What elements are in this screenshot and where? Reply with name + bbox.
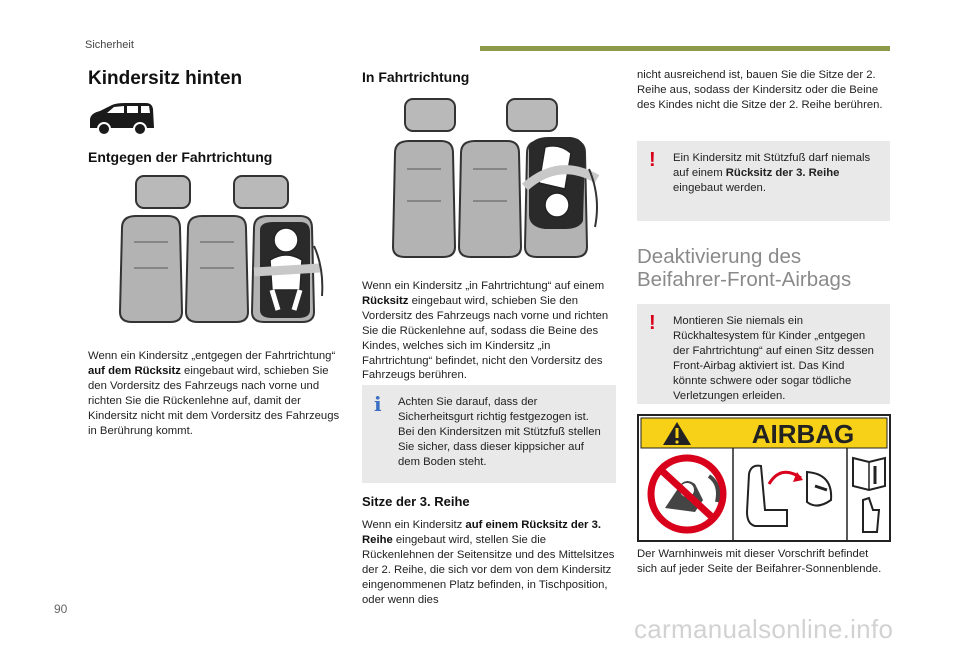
warning-box-airbag bbox=[637, 304, 890, 404]
info-text-2: Bei den Kindersitzen mit Stützfuß stellen Sie sicher, dass dieser kippsicher auf dem Boden steht. bbox=[398, 425, 601, 468]
car-icon bbox=[86, 101, 156, 137]
airbag-title-line-2: Beifahrer-Front-Airbags bbox=[637, 267, 852, 291]
info-icon: i bbox=[374, 392, 382, 416]
third-row-paragraph-cont: nicht ausreichend ist, bauen Sie die Sitze der 2. Reihe aus, sodass der Kindersitz oder die Beine des Kindes nicht die Sitze der 2. Reihe berühren. bbox=[637, 69, 883, 111]
label-location-paragraph: Der Warnhinweis mit dieser Vorschrift befindet sich auf jeder Seite der Beifahrer-Sonnenblende. bbox=[637, 548, 882, 575]
airbag-title-line-1: Deaktivierung des bbox=[637, 245, 802, 268]
page-number: 90 bbox=[54, 602, 68, 616]
rearward-seats-illustration bbox=[114, 172, 326, 328]
airbag-section-title bbox=[637, 246, 851, 292]
rearward-paragraph: Wenn ein Kindersitz „entgegen der Fahrtrichtung“ auf dem Rücksitz eingebaut wird, schieben Sie den Vordersitz des Fahrzeugs nach vorne und richten Sie die Rückenlehne auf, damit der Kindersitz nicht mit dem Vordersitz des Fahrzeugs in Berührung kommt. bbox=[88, 350, 340, 437]
forward-paragraph: Wenn ein Kindersitz „in Fahrtrichtung“ auf einem Rücksitz eingebaut wird, schieben Sie den Vordersitz des Fahrzeugs nach vorne und richten Sie die Rückenlehne auf, sodass die Beine des Kindes, welches sich im Kindersitz „in Fahrtrichtung“ befindet, nicht den Vordersitz des Fahrzeugs berühren. bbox=[362, 280, 609, 382]
warning-text-third-row: Ein Kindersitz mit Stützfuß darf niemals auf einem Rücksitz der 3. Reihe eingebaut werden. bbox=[673, 152, 871, 194]
warning-icon: ! bbox=[649, 149, 656, 171]
rearward-subtitle: Entgegen der Fahrtrichtung bbox=[88, 149, 273, 165]
warning-box-third-row bbox=[637, 141, 890, 221]
section-label: Sicherheit bbox=[85, 39, 134, 51]
airbag-label-text: AIRBAG bbox=[751, 419, 855, 449]
info-text-1: Achten Sie darauf, dass der Sicherheitsgurt richtig festgezogen ist. bbox=[398, 396, 589, 423]
airbag-warning-label bbox=[637, 414, 891, 542]
third-row-paragraph: Wenn ein Kindersitz auf einem Rücksitz der 3. Reihe eingebaut wird, stellen Sie die Rückenlehnen der Seitensitze und des Mittelsitzes der 2. Reihe, die sich vor dem von dem Kindersitz eingenommenen Platz befinden, in Tischposition, oder wenn dies bbox=[362, 519, 615, 606]
warning-icon: ! bbox=[649, 312, 656, 334]
forward-seats-illustration bbox=[389, 97, 602, 261]
warning-text-airbag: Montieren Sie niemals ein Rückhaltesystem für Kinder „entgegen der Fahrtrichtung“ auf einen Sitz dessen Front-Airbag aktiviert ist. Das Kind könnte schwere oder sogar tödliche Verletzungen erleiden. bbox=[673, 315, 874, 402]
page-title: Kindersitz hinten bbox=[88, 68, 243, 89]
info-box bbox=[362, 385, 616, 483]
forward-title: In Fahrtrichtung bbox=[362, 69, 470, 85]
header-rule bbox=[480, 46, 890, 51]
third-row-title: Sitze der 3. Reihe bbox=[362, 494, 470, 509]
watermark: carmanualsonline.info bbox=[634, 614, 894, 644]
